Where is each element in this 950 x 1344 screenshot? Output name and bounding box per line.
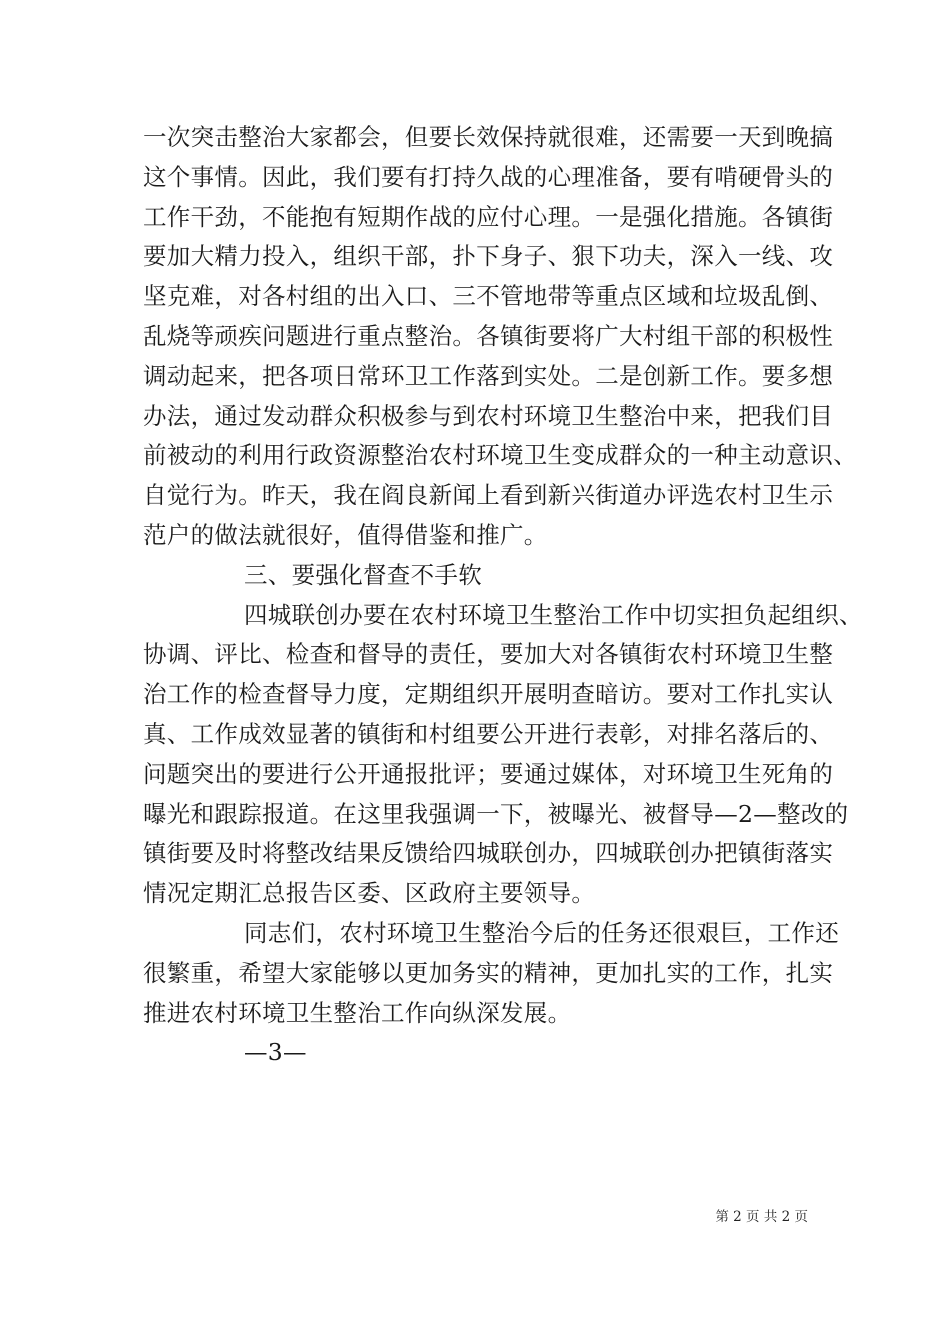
text-line: 三、要强化督查不手软 (244, 560, 482, 589)
text-line: 四城联创办要在农村环境卫生整治工作中切实担负起组织、 (244, 600, 863, 629)
text-line: 工作干劲，不能抱有短期作战的应付心理。一是强化措施。各镇街 (143, 202, 834, 231)
text-line: —3— (244, 1038, 307, 1067)
text-line: 乱烧等顽疾问题进行重点整治。各镇街要将广大村组干部的积极性 (143, 321, 834, 350)
text-line: 调动起来，把各项日常环卫工作落到实处。二是创新工作。要多想 (143, 361, 834, 390)
text-line: 办法，通过发动群众积极参与到农村环境卫生整治中来，把我们目 (143, 401, 834, 430)
text-line: 曝光和跟踪报道。在这里我强调一下，被曝光、被督导—2—整改的 (143, 799, 849, 828)
text-line: 要加大精力投入，组织干部，扑下身子、狠下功夫，深入一线、攻 (143, 242, 834, 271)
section-heading (143, 556, 811, 596)
text-line: 自觉行为。昨天，我在阎良新闻上看到新兴街道办评选农村卫生示 (143, 481, 834, 510)
page-number-footer: 第 2 页 共 2 页 (715, 1209, 808, 1225)
text-line: 协调、评比、检查和督导的责任，要加大对各镇街农村环境卫生整 (143, 640, 834, 669)
paragraph-supervision (143, 596, 863, 914)
text-line: 推进农村环境卫生整治工作向纵深发展。 (143, 998, 572, 1027)
paragraph-continuation (143, 118, 857, 556)
text-line: 同志们，农村环境卫生整治今后的任务还很艰巨，工作还 (244, 918, 839, 947)
text-line: 这个事情。因此，我们要有打持久战的心理准备，要有啃硬骨头的 (143, 162, 834, 191)
text-line: 镇街要及时将整改结果反馈给四城联创办，四城联创办把镇街落实 (143, 839, 834, 868)
text-line: 范户的做法就很好，值得借鉴和推广。 (143, 520, 548, 549)
inline-page-marker (143, 1033, 811, 1073)
text-line: 治工作的检查督导力度，定期组织开展明查暗访。要对工作扎实认 (143, 680, 834, 709)
paragraph-closing (143, 914, 839, 1033)
text-line: 真、工作成效显著的镇街和村组要公开进行表彰，对排名落后的、 (143, 719, 834, 748)
text-line: 一次突击整治大家都会，但要长效保持就很难，还需要一天到晚搞 (143, 123, 834, 151)
text-line: 前被动的利用行政资源整治农村环境卫生变成群众的一种主动意识、 (143, 441, 857, 470)
document-body (143, 118, 863, 1073)
text-line: 坚克难，对各村组的出入口、三不管地带等重点区域和垃圾乱倒、 (143, 282, 834, 311)
text-line: 问题突出的要进行公开通报批评；要通过媒体，对环境卫生死角的 (143, 759, 834, 788)
text-line: 情况定期汇总报告区委、区政府主要领导。 (143, 879, 596, 908)
text-line: 很繁重，希望大家能够以更加务实的精神，更加扎实的工作，扎实 (143, 958, 834, 987)
